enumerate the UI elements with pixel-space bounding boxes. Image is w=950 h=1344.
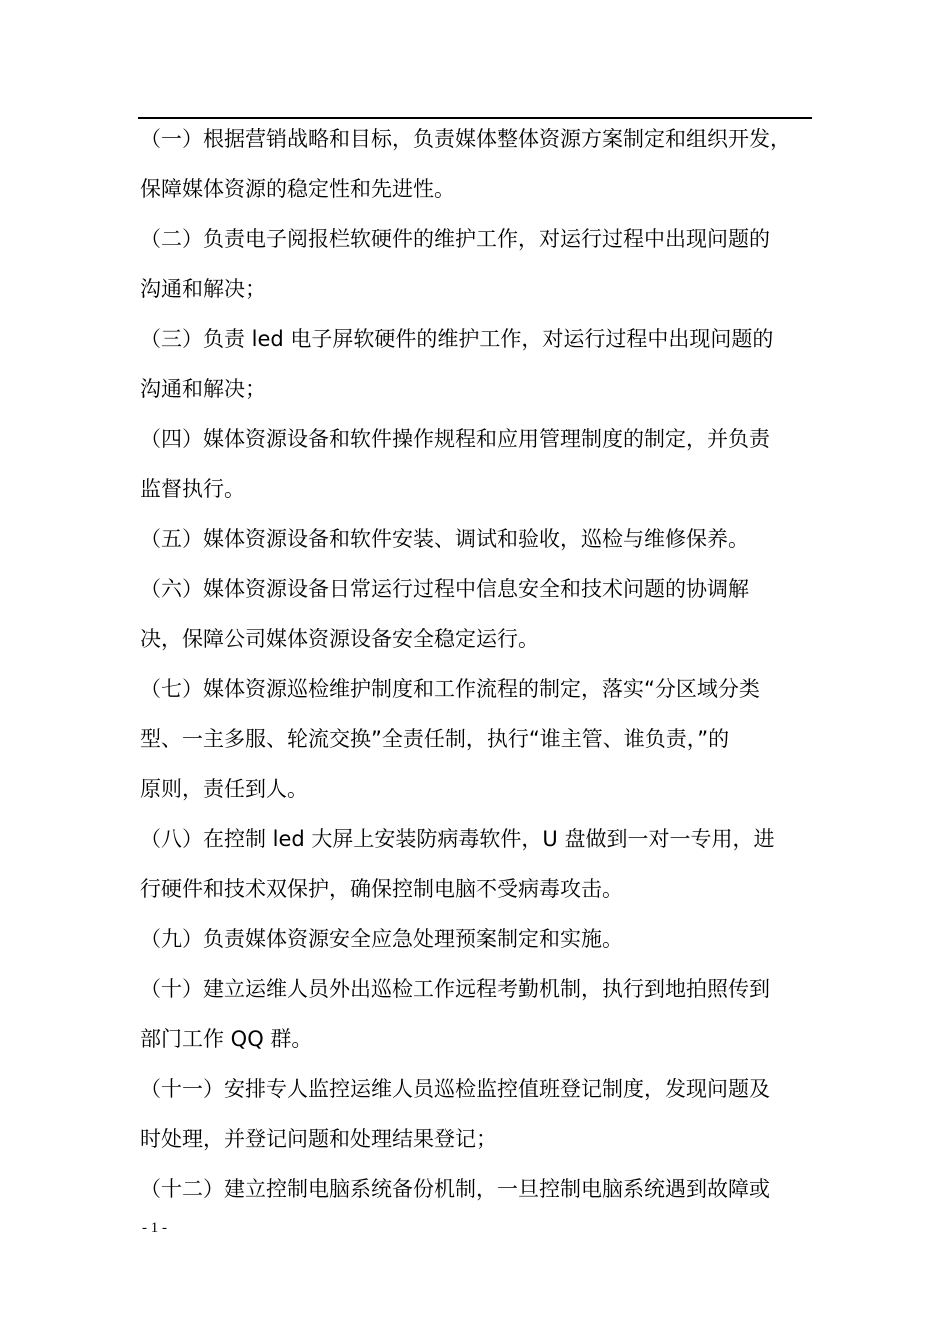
text-line: 时处理，并登记问题和处理结果登记； (140, 1127, 497, 1151)
text-line: （八）在控制 led 大屏上安装防病毒软件，U 盘做到一对一专用，进 (140, 827, 775, 851)
text-line: 沟通和解决； (140, 277, 266, 301)
text-line: 型、一主多服、轮流交换”全责任制，执行“谁主管、谁负责，”的 (140, 727, 730, 751)
text-line: （五）媒体资源设备和软件安装、调试和验收，巡检与维修保养。 (140, 527, 749, 551)
text-line: 原则，责任到人。 (140, 777, 308, 801)
text-line: （六）媒体资源设备日常运行过程中信息安全和技术问题的协调解 (140, 577, 749, 601)
text-line: （四）媒体资源设备和软件操作规程和应用管理制度的制定，并负责 (140, 427, 770, 451)
text-line: （九）负责媒体资源安全应急处理预案制定和实施。 (140, 927, 623, 951)
text-line: 保障媒体资源的稳定性和先进性。 (140, 177, 455, 201)
text-line: （十二）建立控制电脑系统备份机制，一旦控制电脑系统遇到故障或 (140, 1177, 770, 1201)
text-line: 部门工作 QQ 群。 (140, 1027, 313, 1051)
text-line: （一）根据营销战略和目标，负责媒体整体资源方案制定和组织开发， (140, 127, 791, 151)
text-line: （二）负责电子阅报栏软硬件的维护工作，对运行过程中出现问题的 (140, 227, 770, 251)
document-body (140, 121, 814, 1221)
text-line: 沟通和解决； (140, 377, 266, 401)
text-line: 决，保障公司媒体资源设备安全稳定运行。 (140, 627, 539, 651)
page-number: - 1 - (142, 1220, 167, 1236)
header-rule (138, 117, 812, 119)
text-line: 行硬件和技术双保护，确保控制电脑不受病毒攻击。 (140, 877, 623, 901)
text-line: （七）媒体资源巡检维护制度和工作流程的制定，落实“分区域分类 (140, 677, 760, 701)
text-line: （十）建立运维人员外出巡检工作远程考勤机制，执行到地拍照传到 (140, 977, 770, 1001)
text-line: （三）负责 led 电子屏软硬件的维护工作，对运行过程中出现问题的 (140, 327, 774, 351)
text-line: （十一）安排专人监控运维人员巡检监控值班登记制度，发现问题及 (140, 1077, 770, 1101)
text-line: 监督执行。 (140, 477, 245, 501)
